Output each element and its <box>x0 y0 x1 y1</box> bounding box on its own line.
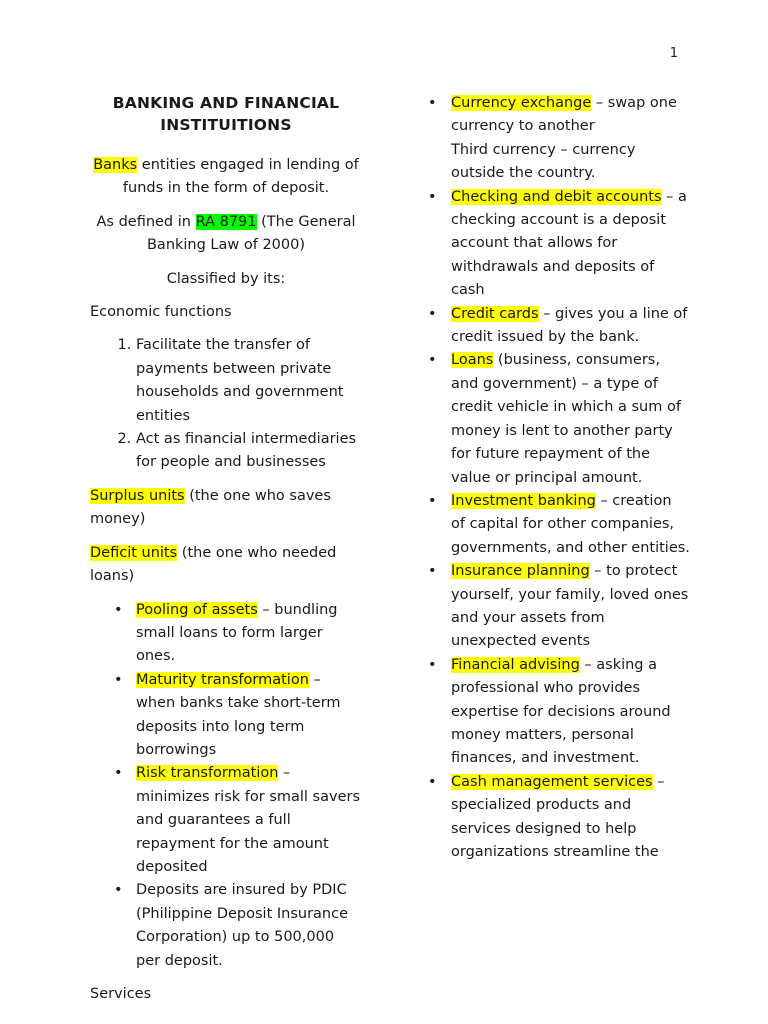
list-item <box>451 654 690 771</box>
list-item <box>136 762 362 879</box>
list-item <box>136 599 362 669</box>
list-item <box>451 560 690 654</box>
right-column <box>428 92 690 874</box>
bullet-term: Checking and debit accounts <box>451 188 662 205</box>
banks-definition <box>90 154 362 201</box>
document-title <box>90 92 362 136</box>
defined-prefix: As defined in <box>96 213 196 230</box>
bullet-term: Risk transformation <box>136 765 279 782</box>
bullet-extra: Third currency – currency outside the country. <box>451 141 636 182</box>
surplus-text: (the one who saves money) <box>90 487 331 528</box>
list-item: 1. Facilitate the transfer of payments between private households and government entities <box>136 334 362 428</box>
list-item <box>451 92 690 186</box>
deficit-term: Deficit units <box>90 544 178 561</box>
list-item <box>136 879 362 973</box>
bullet-text: – minimizes risk for small savers and guarantees a full repayment for the amount deposited <box>136 765 361 875</box>
services-list <box>428 92 690 864</box>
surplus-term: Surplus units <box>90 487 185 504</box>
title-line-2: INSTITUITIONS <box>160 116 292 134</box>
bullet-text: – asking a professional who provides expertise for decisions around money matters, personal finances, and investment. <box>451 656 671 767</box>
bullet-term: Cash management services <box>451 773 653 790</box>
list-item <box>451 771 690 865</box>
bullet-text: – when banks take short-term deposits into long term borrowings <box>136 671 341 758</box>
defined-suffix: (The General Banking Law of 2000) <box>146 213 356 254</box>
services-heading: Services <box>90 986 152 1002</box>
bullet-term: Insurance planning <box>451 563 590 580</box>
bullet-term: Loans <box>451 352 494 369</box>
bullet-text: – swap one currency to another <box>451 95 677 135</box>
surplus-units <box>90 485 362 532</box>
bullet-text: – gives you a line of credit issued by the bank. <box>451 305 688 346</box>
bullet-term: Credit cards <box>451 305 539 322</box>
bullet-term: Investment banking <box>451 492 596 509</box>
defined-in <box>90 211 362 258</box>
bullet-text: Deposits are insured by PDIC (Philippine Deposit Insurance Corporation) up to 500,000 per deposit. <box>136 882 349 969</box>
page-number: 1 <box>669 46 678 61</box>
economic-functions-heading: Economic functions <box>90 304 232 321</box>
deficit-text: (the one who needed loans) <box>90 544 337 585</box>
bullet-text: – specialized products and services designed to help organizations streamline the <box>451 773 665 860</box>
bullet-term: Financial advising <box>451 656 580 673</box>
bullet-term: Pooling of assets <box>136 601 258 618</box>
list-item <box>451 490 690 560</box>
deficit-units <box>90 542 362 589</box>
bullet-text: – a checking account is a deposit account that allows for withdrawals and deposits of cash <box>451 188 687 299</box>
list-item <box>451 303 690 350</box>
banks-term: Banks <box>93 157 138 173</box>
ra-reference: RA 8791 <box>195 213 257 230</box>
bullet-text: – bundling small loans to form larger ones. <box>136 601 338 665</box>
bullet-term: Currency exchange <box>451 95 592 111</box>
bullet-text: – creation of capital for other companies, governments, and other entities. <box>451 492 690 556</box>
economic-functions-list <box>90 334 362 474</box>
list-item <box>136 669 362 763</box>
banks-text: entities engaged in lending of funds in the form of deposit. <box>122 157 359 197</box>
title-line-1: BANKING AND FINANCIAL <box>112 94 340 112</box>
bullet-term: Maturity transformation <box>136 671 309 688</box>
list-item: 2. Act as financial intermediaries for people and businesses <box>136 428 362 475</box>
classified-by: Classified by its: <box>166 270 286 287</box>
intermediation-bullets <box>90 599 362 974</box>
list-item <box>451 349 690 489</box>
list-item <box>451 186 690 303</box>
left-column <box>90 92 362 1016</box>
bullet-text: – to protect yourself, your family, loved ones and your assets from unexpected events <box>451 563 689 650</box>
bullet-text: (business, consumers, and government) – a type of credit vehicle in which a sum of money is lent to another party for future repayment of the value or principal amount. <box>451 352 681 486</box>
